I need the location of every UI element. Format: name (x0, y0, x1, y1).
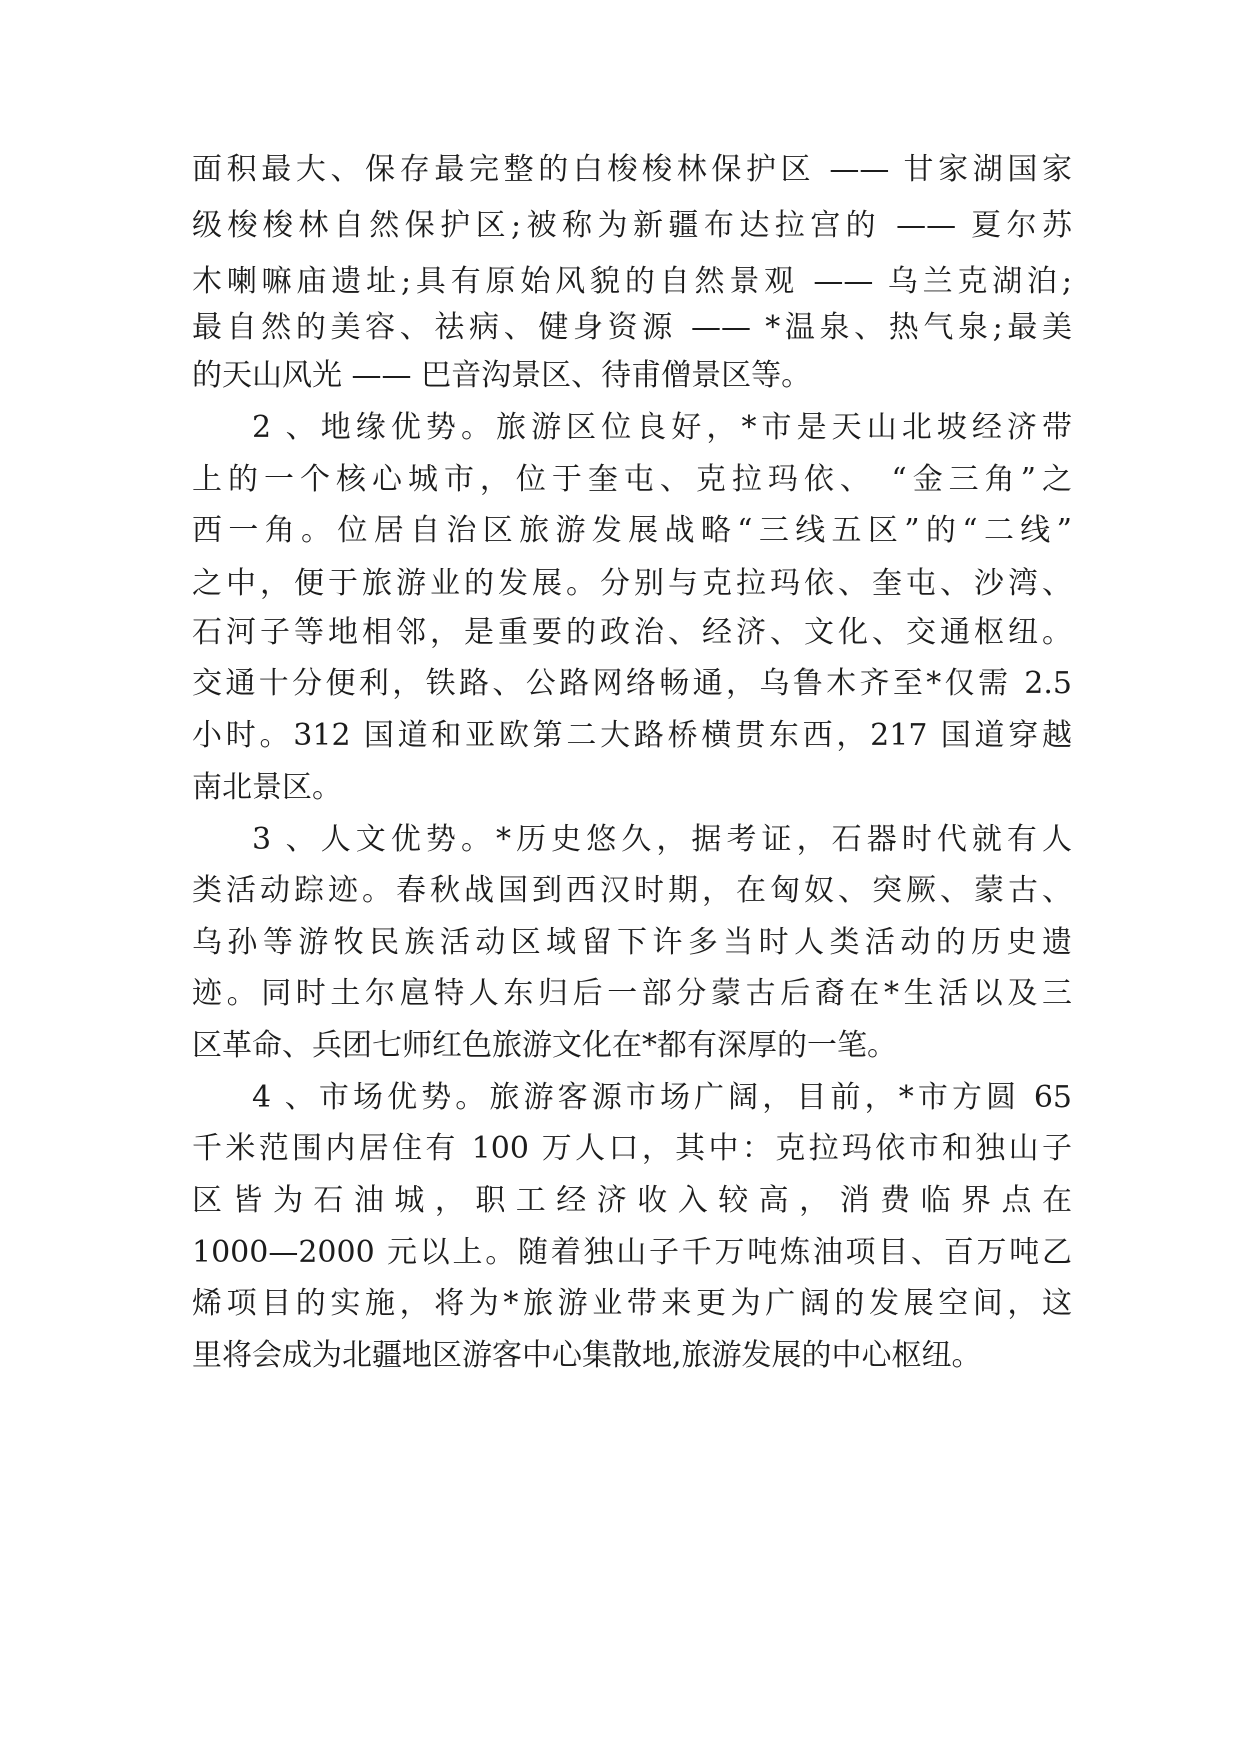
paragraph-4-line-6: 里将会成为北疆地区游客中心集散地,旅游发展的中心枢纽。 (192, 1338, 982, 1373)
paragraph-3-line-3: 乌孙等游牧民族活动区域留下许多当时人类活动的历史遗 (192, 925, 1072, 960)
paragraph-2-line-5: 石河子等地相邻，是重要的政治、经济、文化、交通枢纽。 (192, 615, 1072, 650)
paragraph-3-line-2: 类活动踪迹。春秋战国到西汉时期，在匈奴、突厥、蒙古、 (192, 873, 1072, 908)
paragraph-4-line-1: 4 、市场优势。旅游客源市场广阔，目前，*市方圆 65 (252, 1080, 1072, 1115)
paragraph-2-line-3: 西一角。位居自治区旅游发展战略“三线五区”的“二线” (192, 513, 1072, 548)
paragraph-1-line-4: 最自然的美容、祛病、健身资源 —— *温泉、热气泉;最美 (192, 310, 1072, 345)
paragraph-2-line-1: 2 、地缘优势。旅游区位良好，*市是天山北坡经济带 (252, 410, 1072, 445)
paragraph-4-line-2: 千米范围内居住有 100 万人口，其中：克拉玛依市和独山子 (192, 1131, 1072, 1166)
paragraph-3-line-4: 迹。同时土尔扈特人东归后一部分蒙古后裔在*生活以及三 (192, 976, 1072, 1011)
paragraph-3-line-1: 3 、人文优势。*历史悠久，据考证，石器时代就有人 (252, 822, 1072, 857)
paragraph-1-line-1: 面积最大、保存最完整的白梭梭林保护区 —— 甘家湖国家 (192, 152, 1072, 187)
paragraph-4-line-4: 1000—2000 元以上。随着独山子千万吨炼油项目、百万吨乙 (192, 1235, 1072, 1270)
paragraph-1-line-2: 级梭梭林自然保护区;被称为新疆布达拉宫的 —— 夏尔苏 (192, 208, 1072, 243)
paragraph-2-line-7: 小时。312 国道和亚欧第二大路桥横贯东西，217 国道穿越 (192, 718, 1072, 753)
paragraph-4-line-3: 区皆为石油城，职工经济收入较高，消费临界点在 (192, 1183, 1072, 1218)
paragraph-1-line-5: 的天山风光 —— 巴音沟景区、待甫僧景区等。 (192, 358, 812, 393)
paragraph-2-line-6: 交通十分便利，铁路、公路网络畅通，乌鲁木齐至*仅需 2.5 (192, 666, 1072, 701)
paragraph-3-line-5: 区革命、兵团七师红色旅游文化在*都有深厚的一笔。 (192, 1028, 897, 1063)
paragraph-2-line-8: 南北景区。 (192, 770, 342, 805)
paragraph-2-line-2: 上的一个核心城市，位于奎屯、克拉玛依、 “金三角”之 (192, 462, 1072, 497)
paragraph-2-line-4: 之中，便于旅游业的发展。分别与克拉玛依、奎屯、沙湾、 (192, 566, 1072, 601)
paragraph-1-line-3: 木喇嘛庙遗址;具有原始风貌的自然景观 —— 乌兰克湖泊; (192, 264, 1072, 299)
paragraph-4-line-5: 烯项目的实施，将为*旅游业带来更为广阔的发展空间，这 (192, 1286, 1072, 1321)
